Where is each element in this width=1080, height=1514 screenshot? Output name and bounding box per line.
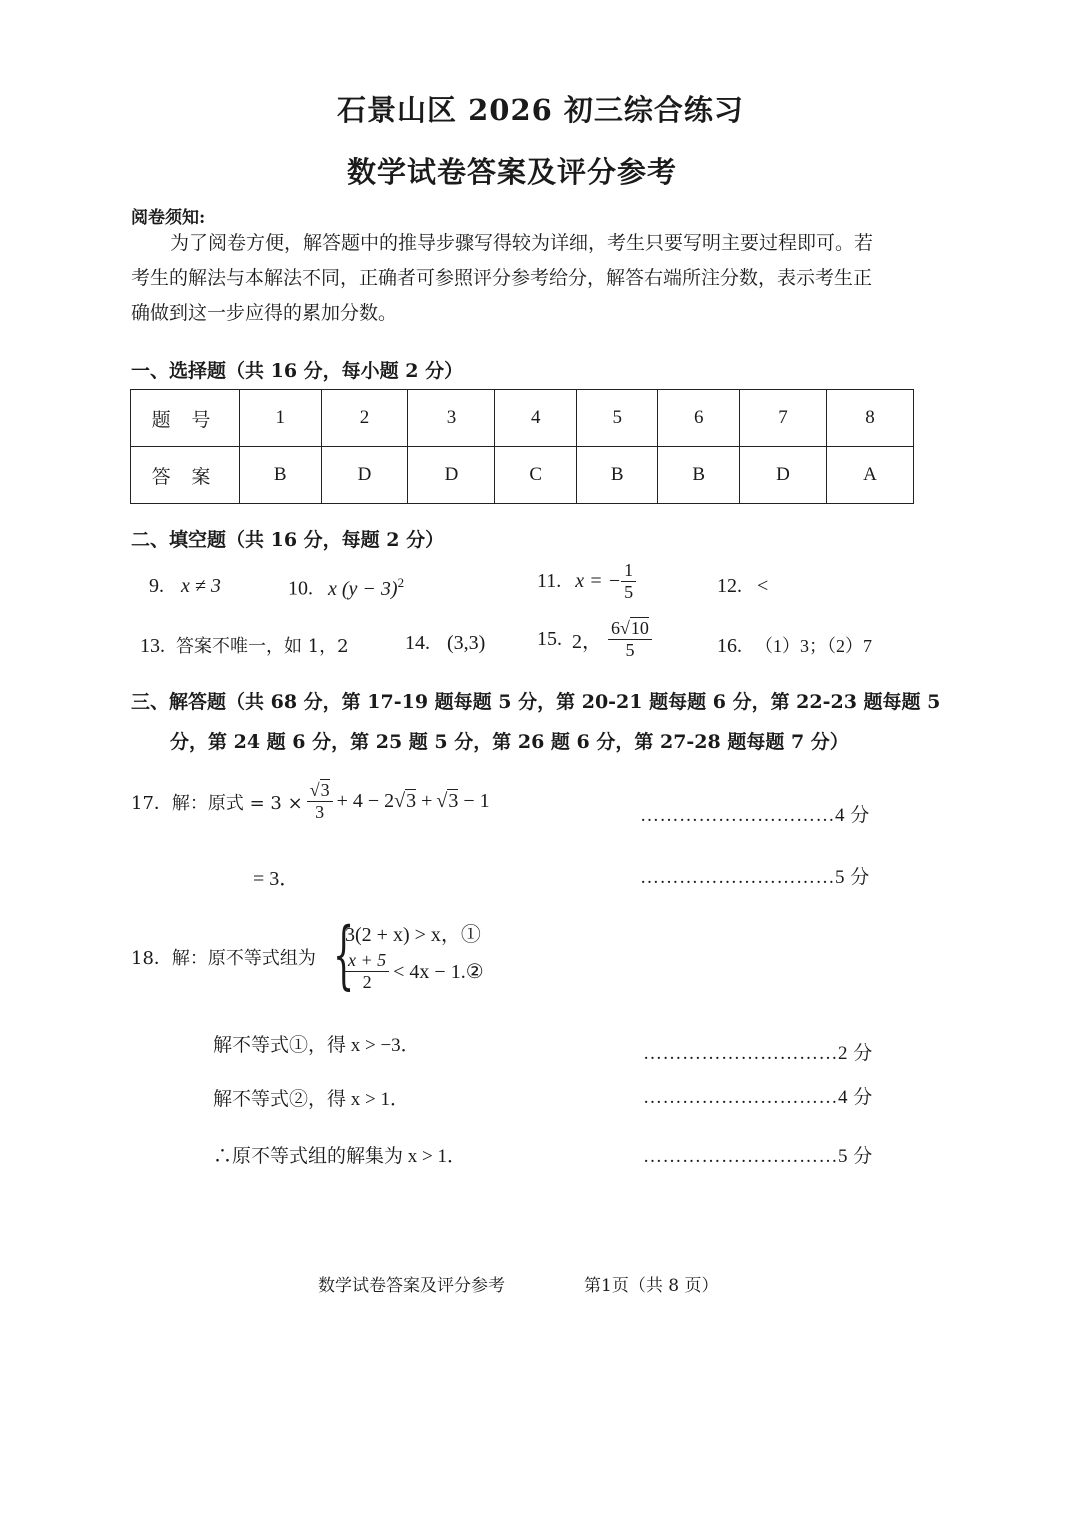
section-1-heading: 一、选择题（共 16 分，每小题 2 分）	[131, 360, 464, 382]
q17-label: 17．解：原式 = 3 ×	[131, 792, 303, 814]
q10-exponent: 2	[397, 575, 405, 590]
q18-step-1: 解不等式①，得 x > −3．	[213, 1035, 420, 1056]
q18-step-2: 解不等式②，得 x > 1．	[213, 1089, 409, 1110]
q12	[717, 575, 768, 598]
section-3-heading-1: 三、解答题（共 68 分，第 17-19 题每题 5 分，第 20-21 题每题 6 分，第 22-23 题每题 5	[131, 691, 941, 713]
q11-fraction	[621, 560, 636, 603]
q10-label: 10.	[288, 577, 313, 600]
q17-score-1: …………………………4 分	[640, 805, 870, 826]
q18-inequality-2-rest: < 4x − 1.②	[393, 961, 484, 983]
q16-answer: （1）3；（2）7	[755, 636, 872, 656]
answer-table	[130, 389, 914, 504]
q12-label: 12.	[717, 575, 742, 597]
q17-fraction-num: √3	[307, 780, 333, 802]
q11-prefix: x = −	[575, 570, 622, 592]
q15-numerator: 6√10	[608, 618, 652, 640]
table-cell: 7	[740, 390, 827, 447]
section-2-heading: 二、填空题（共 16 分，每题 2 分）	[131, 529, 445, 551]
q9	[149, 575, 221, 598]
table-row-answers	[131, 447, 914, 504]
q18-inequality-1: 3(2 + x) > x，①	[345, 924, 481, 946]
q10	[288, 575, 404, 601]
section-3-heading-2: 分，第 24 题 6 分，第 25 题 5 分，第 26 题 6 分，第 27-28 题每题 7 分）	[170, 731, 849, 753]
table-cell: A	[826, 447, 913, 504]
q11-numerator: 1	[621, 560, 636, 582]
q14-label: 14.	[405, 632, 430, 654]
q16-label: 16.	[717, 635, 742, 657]
notice-line-2: 考生的解法与本解法不同，正确者可参照评分参考给分，解答右端所注分数，表示考生正	[131, 267, 873, 289]
q12-answer: <	[757, 575, 769, 597]
page-title: 石景山区 2026 初三综合练习	[337, 93, 744, 127]
q17-radicand-b: 3	[448, 790, 459, 812]
q17-fraction-den: 3	[315, 802, 325, 822]
table-cell: D	[408, 447, 495, 504]
q11-denominator: 5	[624, 582, 634, 602]
q15-label: 15.	[537, 628, 562, 650]
q18-fraction-den: 2	[362, 972, 372, 992]
q14-answer: (3,3)	[447, 632, 486, 654]
q17-score-2: …………………………5 分	[640, 867, 870, 888]
q18-fraction	[345, 950, 389, 993]
table-cell: 4	[495, 390, 577, 447]
q17-step-1	[131, 780, 490, 823]
q17-rest-c: − 1	[463, 790, 490, 812]
q9-answer: x ≠ 3	[181, 575, 221, 597]
table-cell: B	[658, 447, 740, 504]
q9-label: 9.	[149, 575, 164, 597]
notice-label: 阅卷须知:	[131, 208, 206, 228]
q11	[537, 560, 636, 603]
table-cell: 5	[576, 390, 658, 447]
row-header-answer: 答 案	[131, 447, 240, 504]
table-cell: 3	[408, 390, 495, 447]
q18-fraction-num: x + 5	[345, 950, 389, 972]
table-cell: D	[740, 447, 827, 504]
table-cell: C	[495, 447, 577, 504]
q15	[537, 618, 652, 661]
q13-answer: 答案不唯一，如 1，2	[176, 636, 349, 657]
q18-score-1: …………………………2 分	[643, 1043, 873, 1064]
q14	[405, 632, 485, 655]
q17-fraction	[307, 780, 333, 823]
page-subtitle: 数学试卷答案及评分参考	[347, 155, 678, 189]
system-brace: {	[333, 912, 355, 998]
table-row-numbers	[131, 390, 914, 447]
q17-radical-b: √3	[436, 790, 459, 812]
table-cell: D	[321, 447, 408, 504]
q13-label: 13.	[140, 635, 165, 657]
q17-rest-a: + 4 − 2	[336, 790, 395, 812]
table-cell: B	[576, 447, 658, 504]
table-cell: B	[240, 447, 322, 504]
q17-radical-a: √3	[394, 790, 417, 812]
table-cell: 6	[658, 390, 740, 447]
q15-denominator: 5	[625, 640, 635, 660]
notice-line-1: 为了阅卷方便，解答题中的推导步骤写得较为详细，考生只要写明主要过程即可。若	[170, 232, 874, 254]
q16	[717, 632, 872, 658]
q15-radicand: 10	[630, 618, 649, 638]
table-cell: 1	[240, 390, 322, 447]
q18-score-3: …………………………5 分	[643, 1146, 873, 1167]
q11-label: 11.	[537, 570, 562, 592]
q18-label: 18．解：原不等式组为	[131, 948, 316, 969]
notice-line-3: 确做到这一步应得的累加分数。	[131, 302, 398, 324]
q18-score-2: …………………………4 分	[643, 1087, 873, 1108]
q13	[140, 632, 349, 658]
q10-answer: x (y − 3)	[328, 577, 398, 600]
table-cell: 8	[826, 390, 913, 447]
q17-rest-b: +	[421, 790, 433, 812]
q15-prefix: 2，	[572, 631, 602, 653]
q15-coef: 6	[611, 618, 620, 638]
q15-fraction	[608, 618, 652, 661]
row-header-number: 题 号	[131, 390, 240, 447]
q18-inequality-2	[345, 950, 484, 993]
footer-page-number: 第1页（共 8 页）	[584, 1276, 719, 1296]
q18-step-3: ∴原不等式组的解集为 x > 1．	[213, 1146, 466, 1167]
table-cell: 2	[321, 390, 408, 447]
footer-title: 数学试卷答案及评分参考	[318, 1276, 505, 1296]
q17-radicand-a: 3	[406, 790, 417, 812]
q17-step-2: = 3．	[253, 868, 300, 890]
q17-fraction-radicand: 3	[320, 780, 330, 800]
